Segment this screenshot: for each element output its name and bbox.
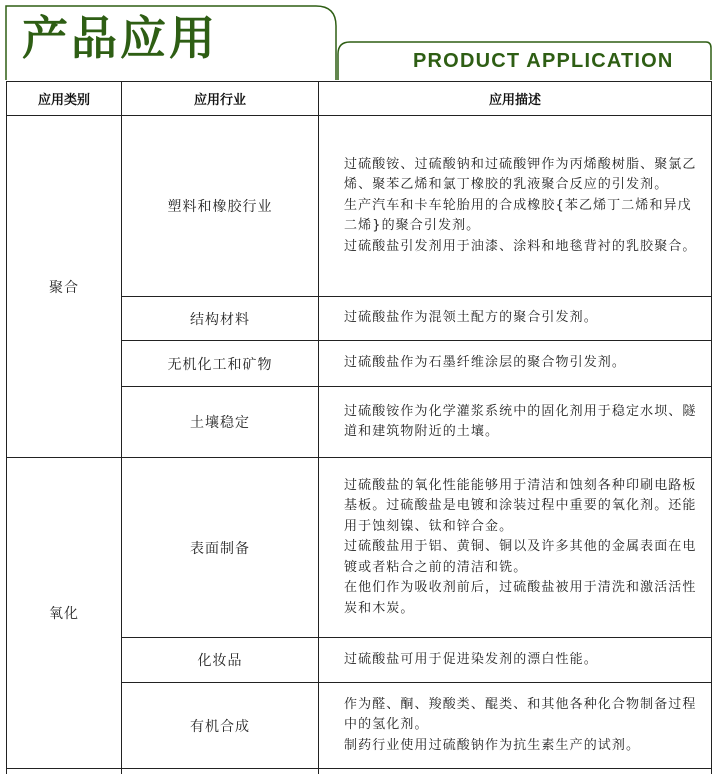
description-line: 作为醛、酮、羧酸类、醌类、和其他各种化合物制备过程中的氢化剂。: [344, 696, 697, 733]
description-line: 在他们作为吸收剂前后，过硫酸盐被用于清洗和激活活性炭和木炭。: [344, 580, 697, 616]
description-cell: [319, 297, 712, 341]
page-subtitle: PRODUCT APPLICATION: [413, 50, 674, 72]
description-line: 过硫酸盐的氧化性能能够用于清洁和蚀刻各种印刷电路板基板。过硫酸盐是电镀和涂装过程中重要的氧化剂。还能用于蚀刻镍、钛和锌合金。: [344, 477, 697, 534]
column-header-description: 应用描述: [319, 82, 712, 116]
category-cell: 聚合: [7, 116, 122, 458]
page-title: 产品应用: [22, 11, 218, 65]
description-line: 过硫酸铵作为化学灌浆系统中的固化剂用于稳定水坝、隧道和建筑物附近的土壤。: [344, 403, 697, 439]
industry-cell: 无机化工和矿物: [122, 341, 319, 387]
table-row: [7, 116, 712, 297]
industry-cell: 表面制备: [122, 458, 319, 638]
description-cell: [319, 116, 712, 297]
industry-cell: 土壤稳定: [122, 387, 319, 458]
description-line: 过硫酸铵、过硫酸钠和过硫酸钾作为丙烯酸树脂、聚氯乙烯、聚苯乙烯和氯丁橡胶的乳液聚合反应的引发剂。: [344, 156, 697, 193]
description-line: 过硫酸盐作为混领土配方的聚合引发剂。: [344, 310, 598, 326]
description-cell: [319, 638, 712, 683]
description-line: 过硫酸盐用于铝、黄铜、铜以及许多其他的金属表面在电镀或者粘合之前的清洁和铣。: [344, 539, 697, 575]
industry-cell: 结构材料: [122, 297, 319, 341]
category-cell: 氧化: [7, 458, 122, 769]
table-row: [7, 458, 712, 638]
industry-cell: [122, 769, 319, 774]
industry-cell: 化妆品: [122, 638, 319, 683]
industry-cell: 有机合成: [122, 683, 319, 769]
column-header-industry: 应用行业: [122, 82, 319, 116]
industry-cell: 塑料和橡胶行业: [122, 116, 319, 297]
description-cell: [319, 683, 712, 769]
category-cell: [7, 769, 122, 774]
description-cell: [319, 769, 712, 774]
description-cell: [319, 387, 712, 458]
description-cell: [319, 458, 712, 638]
description-line: 制药行业使用过硫酸钠作为抗生素生产的试剂。: [344, 737, 641, 753]
description-line: 生产汽车和卡车轮胎用的合成橡胶{苯乙烯丁二烯和异戊二烯}的聚合引发剂。: [344, 197, 692, 234]
application-table: [6, 81, 712, 774]
description-line: 过硫酸盐可用于促进染发剂的漂白性能。: [344, 651, 598, 667]
description-cell: [319, 341, 712, 387]
column-header-category: 应用类别: [7, 82, 122, 116]
description-line: 过硫酸盐作为石墨纤维涂层的聚合物引发剂。: [344, 355, 627, 371]
table-header-row: [7, 82, 712, 116]
description-line: 过硫酸盐引发剂用于油漆、涂料和地毯背衬的乳胶聚合。: [344, 238, 697, 254]
table-row-partial: [7, 769, 712, 774]
